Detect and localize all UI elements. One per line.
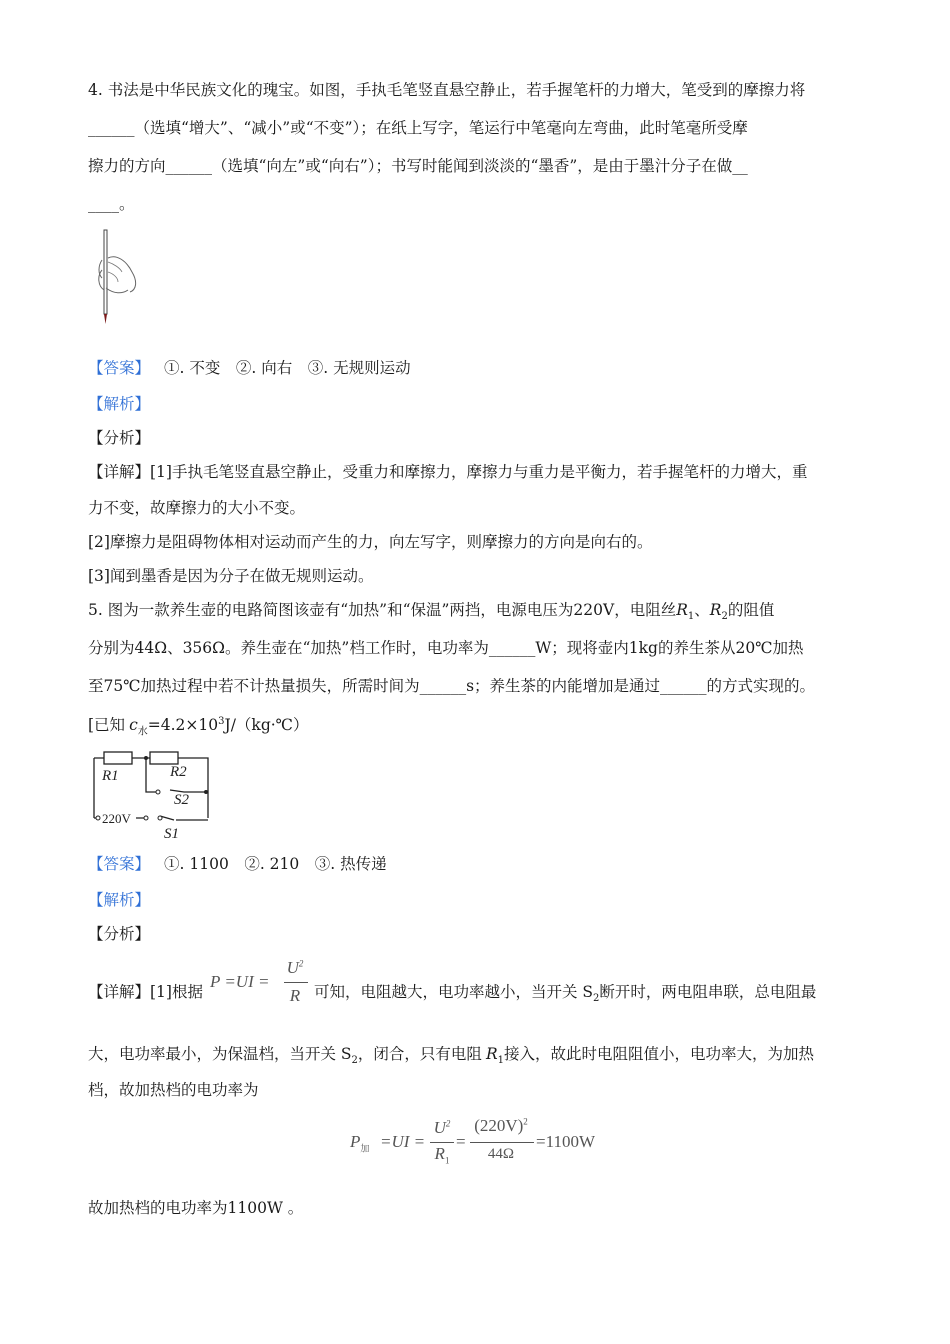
detail-1a-tail: 断开时，两电阻串联，总电阻最 — [599, 983, 817, 1001]
q4-line-4: ____。 — [88, 195, 135, 213]
given-value: =4.2×10 — [147, 716, 219, 735]
circuit-label-voltage: 220V — [102, 811, 131, 826]
given-unit: J/（kg·℃） — [224, 716, 309, 735]
circuit-label-s2: S2 — [174, 792, 189, 808]
q5-line-1 — [88, 600, 774, 627]
detail-1b-r: R — [485, 1045, 498, 1063]
q4-line-2: ______（选填“增大”、“减小”或“不变”）；在纸上写字，笔运行中笔毫向左弯曲，此时笔毫所受摩 — [88, 119, 748, 137]
detail-1a-sub: 2 — [593, 993, 600, 1005]
q5-detail-1b — [88, 1044, 814, 1071]
detail-1b-mid: ，闭合，只有电阻 — [357, 1045, 482, 1063]
formula-2-numerator-2 — [468, 1116, 534, 1136]
q5-line-1-tail: 的阻值 — [727, 601, 775, 619]
formula-2-denominator — [428, 1144, 456, 1165]
q4-detail-1a: 【详解】[1]手执毛笔竖直悬空静止，受重力和摩擦力，摩擦力与重力是平衡力，若手握笔杆的力增大，重 — [88, 463, 808, 481]
r1-subscript: 1 — [687, 611, 695, 623]
answer-text: ①. 1100 ②. 210 ③. 热传递 — [164, 855, 387, 873]
q4-detail-2: [2]摩擦力是阻碍物体相对运动而产生的力，向左写字，则摩擦力的方向是向右的。 — [88, 533, 653, 551]
r1-symbol: R — [676, 601, 688, 619]
formula-2-bar-2 — [470, 1142, 534, 1143]
formula-1-denominator: R — [289, 986, 301, 1005]
q4-answer — [88, 358, 411, 378]
separator: 、 — [694, 601, 710, 619]
detail-1b-rsub: 1 — [497, 1055, 504, 1067]
formula-2-220v: (220V) — [474, 1116, 524, 1135]
formula-2-denominator-2: 44Ω — [487, 1146, 515, 1162]
r2-subscript: 2 — [721, 611, 728, 623]
formula-2-u-sup: 2 — [445, 1118, 451, 1129]
formula-1-left: P =UI = — [210, 972, 270, 991]
detail-1b-text: 大，电功率最小，为保温档，当开关 S — [88, 1045, 352, 1063]
answer-label: 【答案】 — [88, 359, 151, 377]
detail-1a-text: 可知，电阻越大，电功率越小，当开关 S — [314, 983, 594, 1001]
given-exponent: 3 — [218, 716, 225, 727]
q4-line-1: 4. 书法是中华民族文化的瑰宝。如图，手执毛笔竖直悬空静止，若手握笔杆的力增大，笔受到的摩擦力将 — [88, 81, 806, 99]
formula-2-eq: =UI = — [380, 1132, 426, 1151]
q5-line-1-text: 5. 图为一款养生壶的电路简图该壶有“加热”和“保温”两挡，电源电压为220V，电阻丝 — [88, 601, 677, 619]
q5-answer — [88, 854, 387, 874]
q5-detail-label: 【详解】[1]根据 — [88, 983, 203, 1001]
formula-2-numerator — [428, 1118, 456, 1138]
q5-jiexi-label: 【解析】 — [88, 891, 151, 909]
q4-detail-3: [3]闻到墨香是因为分子在做无规则运动。 — [88, 567, 374, 585]
q5-detail-1a-rest — [314, 982, 816, 1009]
formula-2-p-sub: 加 — [360, 1143, 370, 1154]
q4-line-3: 擦力的方向______（选填“向左”或“向右”）；书写时能闻到淡淡的“墨香”，是由于墨汁分子在做__ — [88, 157, 748, 175]
formula-1-sup: 2 — [298, 958, 304, 969]
formula-2-p-symbol: P — [350, 1132, 361, 1151]
q5-line-2: 分别为44Ω、356Ω。养生壶在“加热”档工作时，电功率为______W；现将壶内1kg的养生茶从20℃加热 — [88, 639, 804, 657]
formula-2-r: R — [434, 1144, 445, 1163]
formula-2-eq2: = — [456, 1132, 466, 1151]
formula-2 — [350, 1112, 610, 1172]
given-prefix: [已知 — [88, 716, 126, 735]
q4-jiexi-label: 【解析】 — [88, 395, 151, 413]
r2-symbol: R — [709, 601, 722, 619]
formula-2-u: U — [433, 1118, 446, 1137]
circuit-label-r2: R2 — [170, 764, 187, 780]
q5-line-4 — [88, 712, 309, 742]
q4-fenxi-label: 【分析】 — [88, 429, 151, 447]
c-symbol: c — [129, 716, 138, 735]
formula-1-numerator — [282, 958, 308, 978]
c-subscript: 水 — [137, 726, 148, 738]
circuit-label-r1: R1 — [102, 768, 119, 784]
brush-hand-figure — [92, 228, 144, 328]
detail-1b-tail: 接入，故此时电阻阻值小，电功率大，为加热 — [503, 1045, 814, 1063]
formula-1-u: U — [286, 958, 299, 977]
q5-fenxi-label: 【分析】 — [88, 925, 151, 943]
circuit-diagram — [88, 746, 218, 842]
q5-conclusion: 故加热档的电功率为1100W 。 — [88, 1199, 304, 1217]
answer-text: ①. 不变 ②. 向右 ③. 无规则运动 — [164, 359, 411, 377]
detail-1b-sub: 2 — [351, 1055, 358, 1067]
circuit-label-s1: S1 — [164, 826, 179, 842]
q4-detail-1b: 力不变，故摩擦力的大小不变。 — [88, 499, 306, 517]
q5-detail-1c: 档，故加热档的电功率为 — [88, 1081, 259, 1099]
formula-2-r-sub: 1 — [444, 1155, 450, 1166]
formula-2-p — [350, 1132, 369, 1154]
formula-2-result: =1100W — [536, 1132, 596, 1151]
answer-label: 【答案】 — [88, 855, 151, 873]
formula-2-220v-sup: 2 — [523, 1116, 528, 1127]
formula-2-bar-1 — [430, 1142, 454, 1143]
formula-1-bar — [284, 982, 308, 983]
q5-line-3: 至75℃加热过程中若不计热量损失，所需时间为______s；养生茶的内能增加是通过______的方式实现的。 — [88, 677, 816, 695]
